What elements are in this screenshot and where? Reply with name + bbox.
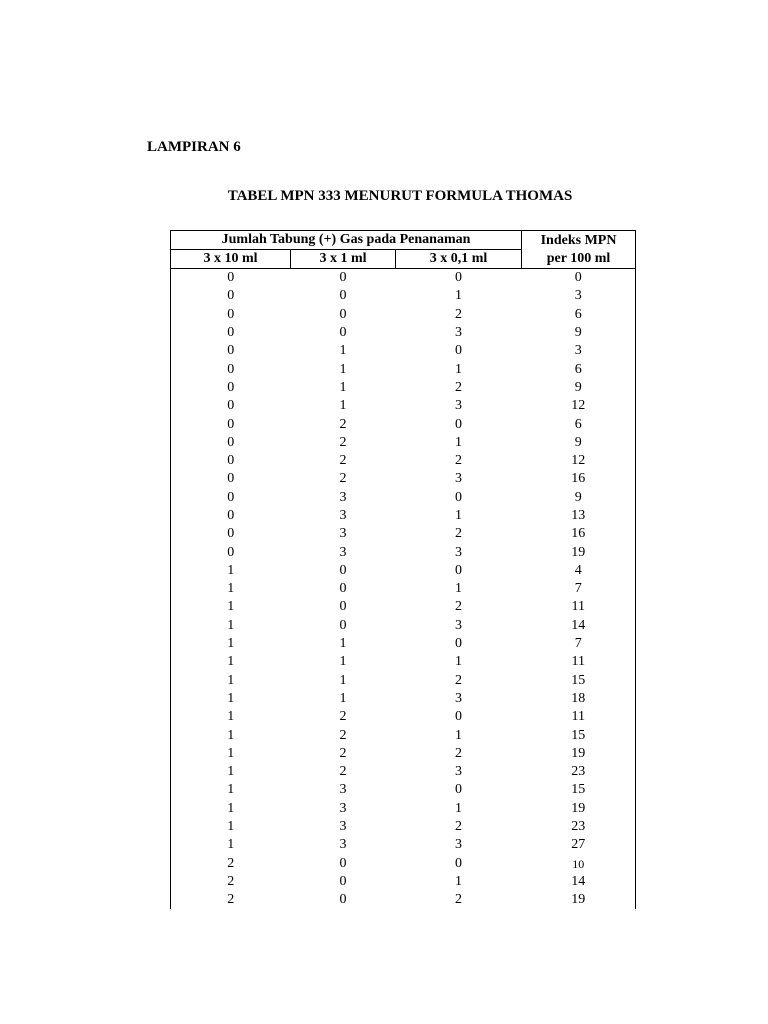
mpn-index-cell: 27 bbox=[522, 836, 636, 854]
tube-count-cell: 1 bbox=[455, 508, 463, 523]
table-row bbox=[171, 562, 636, 580]
tube-count-cell: 0 bbox=[171, 470, 291, 488]
tube-count-cell: 3 bbox=[339, 819, 347, 835]
table-row bbox=[171, 306, 636, 324]
tube-count-cell: 1 bbox=[339, 690, 347, 706]
tube-count-cell: 2 bbox=[455, 306, 463, 322]
table-row bbox=[171, 672, 636, 690]
tube-count-cell: 1 bbox=[339, 672, 347, 688]
tube-count-cell: 0 bbox=[171, 360, 291, 378]
table-row bbox=[171, 763, 636, 781]
tube-count-cell: 1 bbox=[171, 818, 291, 836]
tube-count-cell: 2 bbox=[339, 764, 347, 780]
index-header-line1: Indeks MPN bbox=[540, 232, 617, 248]
tube-count-cell: 3 bbox=[339, 544, 347, 560]
mpn-index-cell: 13 bbox=[522, 507, 636, 525]
mpn-index-cell: 19 bbox=[522, 800, 636, 818]
mpn-index-cell: 12 bbox=[522, 452, 636, 470]
tube-count-cell: 2 bbox=[455, 672, 463, 688]
tube-count-cell: 0 bbox=[171, 306, 291, 324]
tube-count-cell: 0 bbox=[171, 525, 291, 543]
table-row bbox=[171, 434, 636, 452]
tube-count-cell: 0 bbox=[339, 288, 347, 304]
table-row bbox=[171, 379, 636, 397]
tube-count-cell: 3 bbox=[339, 526, 347, 542]
mpn-index-cell: 18 bbox=[522, 690, 636, 708]
table-row bbox=[171, 855, 636, 873]
tube-count-cell: 1 bbox=[455, 361, 463, 377]
tube-count-cell: 0 bbox=[339, 617, 347, 633]
tube-count-cell: 1 bbox=[455, 288, 463, 304]
tube-count-cell: 0 bbox=[171, 379, 291, 397]
tube-count-cell: 0 bbox=[339, 855, 347, 871]
tube-count-cell: 3 bbox=[455, 471, 463, 487]
table-row bbox=[171, 360, 636, 378]
table-row bbox=[171, 635, 636, 653]
mpn-index-cell: 3 bbox=[522, 342, 636, 360]
tube-count-cell: 0 bbox=[171, 434, 291, 452]
mpn-index-cell: 7 bbox=[522, 580, 636, 598]
tube-count-cell: 3 bbox=[455, 544, 463, 560]
tube-count-cell: 0 bbox=[455, 709, 463, 725]
tube-count-cell: 1 bbox=[171, 617, 291, 635]
table-row bbox=[171, 836, 636, 854]
column-header-1ml: 3 x 1 ml bbox=[291, 250, 396, 269]
table-row bbox=[171, 269, 636, 288]
table-row bbox=[171, 452, 636, 470]
mpn-index-cell: 14 bbox=[522, 873, 636, 891]
tube-count-cell: 2 bbox=[339, 434, 347, 450]
mpn-index-cell: 11 bbox=[522, 653, 636, 671]
tube-count-cell: 1 bbox=[171, 635, 291, 653]
tube-count-cell: 1 bbox=[455, 654, 463, 670]
table-row bbox=[171, 489, 636, 507]
tube-count-cell: 0 bbox=[171, 269, 291, 288]
tube-count-cell: 0 bbox=[171, 287, 291, 305]
tube-count-cell: 2 bbox=[339, 416, 347, 432]
document-title: TABEL MPN 333 MENURUT FORMULA THOMAS bbox=[227, 188, 573, 204]
table-row bbox=[171, 653, 636, 671]
mpn-index-cell: 15 bbox=[522, 726, 636, 744]
tube-count-cell: 0 bbox=[339, 325, 347, 341]
mpn-index-cell: 6 bbox=[522, 360, 636, 378]
tube-count-cell: 1 bbox=[171, 781, 291, 799]
table-row bbox=[171, 708, 636, 726]
tube-count-cell: 3 bbox=[339, 508, 347, 523]
index-header bbox=[522, 231, 636, 269]
mpn-index-cell: 16 bbox=[522, 470, 636, 488]
tube-count-cell: 1 bbox=[171, 726, 291, 744]
table-row bbox=[171, 507, 636, 525]
tube-count-cell: 1 bbox=[339, 398, 347, 414]
tube-count-cell: 3 bbox=[339, 489, 347, 505]
tube-count-cell: 3 bbox=[455, 398, 463, 414]
table-row bbox=[171, 598, 636, 616]
tube-count-cell: 2 bbox=[171, 855, 291, 873]
table-row bbox=[171, 342, 636, 360]
table-row bbox=[171, 781, 636, 799]
mpn-index-cell: 11 bbox=[522, 708, 636, 726]
tube-count-cell: 0 bbox=[171, 415, 291, 433]
mpn-index-cell: 9 bbox=[522, 324, 636, 342]
tube-count-cell: 1 bbox=[455, 800, 463, 816]
mpn-table-header bbox=[171, 231, 636, 269]
mpn-table-body bbox=[171, 269, 636, 910]
tube-count-cell: 1 bbox=[339, 343, 347, 359]
tube-count-cell: 1 bbox=[171, 562, 291, 580]
tube-count-cell: 0 bbox=[339, 873, 347, 889]
tube-count-cell: 3 bbox=[339, 782, 347, 798]
tube-count-cell: 1 bbox=[171, 836, 291, 854]
mpn-index-cell: 0 bbox=[522, 269, 636, 288]
tube-count-cell: 0 bbox=[339, 562, 347, 578]
mpn-index-cell: 9 bbox=[522, 379, 636, 397]
table-row bbox=[171, 543, 636, 561]
group-header: Jumlah Tabung (+) Gas pada Penanaman bbox=[171, 231, 522, 250]
column-header-10ml: 3 x 10 ml bbox=[171, 250, 291, 269]
tube-count-cell: 1 bbox=[339, 636, 347, 652]
tube-count-cell: 3 bbox=[455, 690, 463, 706]
tube-count-cell: 0 bbox=[455, 343, 463, 359]
tube-count-cell: 1 bbox=[171, 672, 291, 690]
mpn-index-cell: 10 bbox=[522, 855, 636, 873]
tube-count-cell: 1 bbox=[455, 873, 463, 889]
tube-count-cell: 2 bbox=[171, 873, 291, 891]
column-header-01ml: 3 x 0,1 ml bbox=[396, 250, 522, 269]
tube-count-cell: 0 bbox=[171, 543, 291, 561]
tube-count-cell: 1 bbox=[339, 654, 347, 670]
tube-count-cell: 0 bbox=[171, 452, 291, 470]
tube-count-cell: 0 bbox=[455, 489, 463, 505]
table-row bbox=[171, 470, 636, 488]
tube-count-cell: 0 bbox=[455, 416, 463, 432]
mpn-index-cell: 6 bbox=[522, 306, 636, 324]
tube-count-cell: 0 bbox=[171, 397, 291, 415]
tube-count-cell: 1 bbox=[455, 581, 463, 597]
tube-count-cell: 0 bbox=[455, 855, 463, 871]
tube-count-cell: 1 bbox=[339, 379, 347, 395]
table-row bbox=[171, 800, 636, 818]
appendix-label: LAMPIRAN 6 bbox=[147, 139, 241, 155]
mpn-index-cell: 4 bbox=[522, 562, 636, 580]
tube-count-cell: 0 bbox=[455, 270, 463, 286]
tube-count-cell: 0 bbox=[455, 562, 463, 578]
tube-count-cell: 1 bbox=[171, 708, 291, 726]
mpn-index-cell: 19 bbox=[522, 891, 636, 909]
tube-count-cell: 1 bbox=[455, 434, 463, 450]
tube-count-cell: 2 bbox=[455, 526, 463, 542]
table-row bbox=[171, 891, 636, 909]
mpn-index-cell: 11 bbox=[522, 598, 636, 616]
tube-count-cell: 3 bbox=[339, 800, 347, 816]
tube-count-cell: 2 bbox=[339, 453, 347, 469]
tube-count-cell: 1 bbox=[171, 580, 291, 598]
table-row bbox=[171, 397, 636, 415]
table-row bbox=[171, 580, 636, 598]
mpn-index-cell: 9 bbox=[522, 434, 636, 452]
tube-count-cell: 0 bbox=[455, 782, 463, 798]
tube-count-cell: 1 bbox=[171, 745, 291, 763]
tube-count-cell: 0 bbox=[339, 599, 347, 615]
tube-count-cell: 1 bbox=[339, 361, 347, 377]
tube-count-cell: 2 bbox=[455, 745, 463, 761]
tube-count-cell: 3 bbox=[455, 764, 463, 780]
tube-count-cell: 1 bbox=[171, 598, 291, 616]
mpn-index-cell: 12 bbox=[522, 397, 636, 415]
mpn-index-cell: 23 bbox=[522, 763, 636, 781]
tube-count-cell: 0 bbox=[339, 581, 347, 597]
tube-count-cell: 0 bbox=[171, 342, 291, 360]
tube-count-cell: 0 bbox=[339, 306, 347, 322]
index-header-line2: per 100 ml bbox=[546, 250, 611, 266]
mpn-index-cell: 9 bbox=[522, 489, 636, 507]
tube-count-cell: 1 bbox=[171, 763, 291, 781]
table-row bbox=[171, 324, 636, 342]
tube-count-cell: 0 bbox=[339, 892, 347, 908]
tube-count-cell: 1 bbox=[455, 727, 463, 743]
mpn-index-cell: 15 bbox=[522, 672, 636, 690]
mpn-index-cell: 3 bbox=[522, 287, 636, 305]
table-row bbox=[171, 617, 636, 635]
tube-count-cell: 2 bbox=[455, 379, 463, 395]
tube-count-cell: 0 bbox=[171, 324, 291, 342]
tube-count-cell: 2 bbox=[455, 453, 463, 469]
mpn-index-cell: 14 bbox=[522, 617, 636, 635]
tube-count-cell: 1 bbox=[171, 800, 291, 818]
tube-count-cell: 1 bbox=[171, 690, 291, 708]
tube-count-cell: 2 bbox=[455, 892, 463, 908]
mpn-index-cell: 19 bbox=[522, 745, 636, 763]
tube-count-cell: 1 bbox=[171, 653, 291, 671]
tube-count-cell: 3 bbox=[455, 325, 463, 341]
tube-count-cell: 2 bbox=[455, 819, 463, 835]
tube-count-cell: 3 bbox=[455, 837, 463, 853]
tube-count-cell: 0 bbox=[171, 507, 291, 525]
tube-count-cell: 2 bbox=[171, 891, 291, 909]
table-row bbox=[171, 745, 636, 763]
mpn-index-cell: 16 bbox=[522, 525, 636, 543]
table-row bbox=[171, 690, 636, 708]
table-row bbox=[171, 873, 636, 891]
mpn-index-cell: 23 bbox=[522, 818, 636, 836]
tube-count-cell: 2 bbox=[339, 471, 347, 487]
tube-count-cell: 0 bbox=[339, 270, 347, 286]
table-row bbox=[171, 525, 636, 543]
mpn-index-cell: 15 bbox=[522, 781, 636, 799]
table-row bbox=[171, 726, 636, 744]
tube-count-cell: 0 bbox=[455, 636, 463, 652]
table-row bbox=[171, 287, 636, 305]
tube-count-cell: 2 bbox=[339, 709, 347, 725]
table-row bbox=[171, 818, 636, 836]
tube-count-cell: 2 bbox=[455, 599, 463, 615]
tube-count-cell: 3 bbox=[339, 837, 347, 853]
mpn-index-cell: 6 bbox=[522, 415, 636, 433]
tube-count-cell: 2 bbox=[339, 745, 347, 761]
tube-count-cell: 0 bbox=[171, 489, 291, 507]
table-row bbox=[171, 415, 636, 433]
tube-count-cell: 2 bbox=[339, 727, 347, 743]
mpn-index-cell: 7 bbox=[522, 635, 636, 653]
tube-count-cell: 3 bbox=[455, 617, 463, 633]
mpn-table bbox=[170, 230, 636, 909]
mpn-index-cell: 19 bbox=[522, 543, 636, 561]
